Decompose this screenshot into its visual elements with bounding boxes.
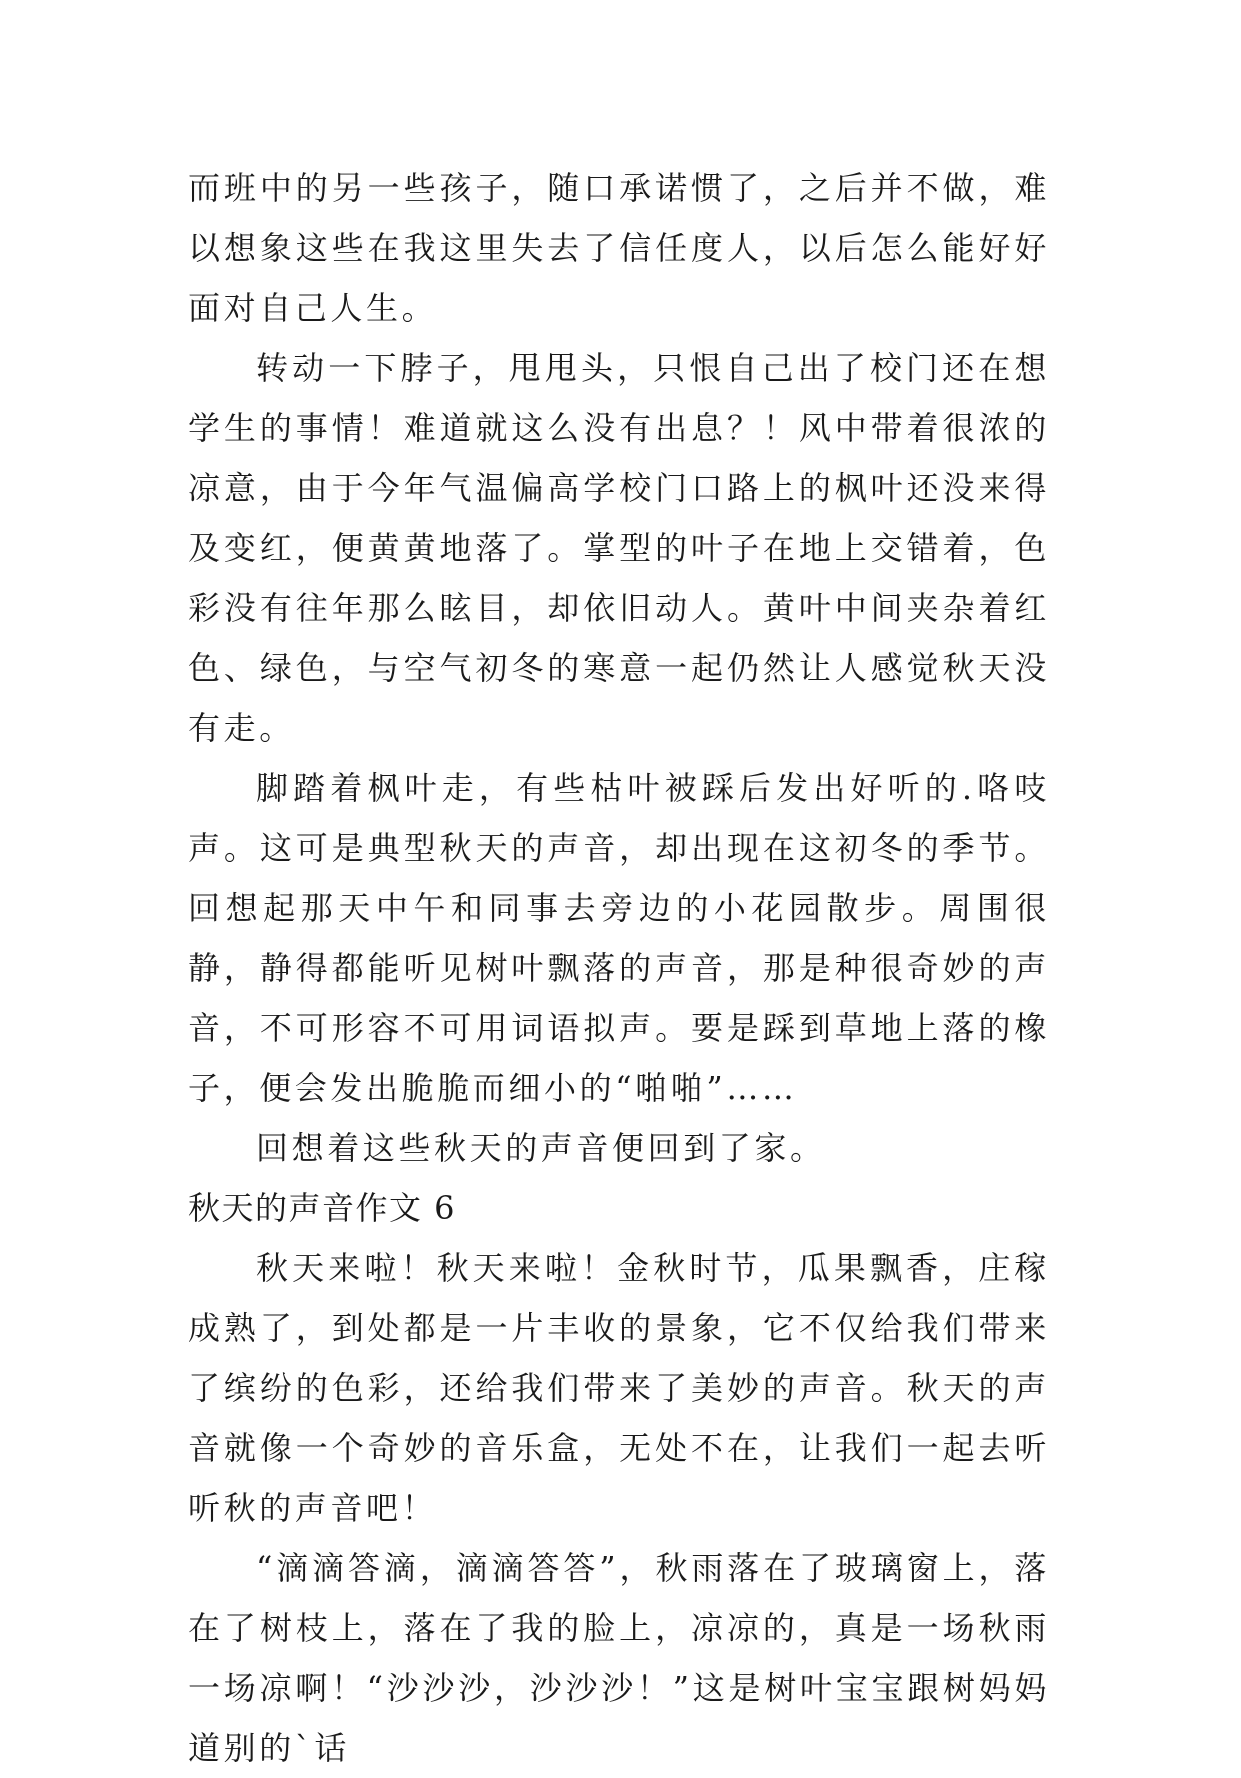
paragraph-5: 秋天来啦！秋天来啦！金秋时节，瓜果飘香，庄稼成熟了，到处都是一片丰收的景象，它不仅给我们带来了缤纷的色彩，还给我们带来了美妙的声音。秋天的声音就像一个奇妙的音乐盒，无处不在，让我们一起去听听秋的声音吧！ [188,1249,1050,1527]
paragraph-3: 脚踏着枫叶走，有些枯叶被踩后发出好听的.咯吱声。这可是典型秋天的声音，却出现在这初冬的季节。回想起那天中午和同事去旁边的小花园散步。周围很静，静得都能听见树叶飘落的声音，那是种很奇妙的声音，不可形容不可用词语拟声。要是踩到草地上落的橡子，便会发出脆脆而细小的“啪啪”…… [188,769,1050,1107]
paragraph-2: 转动一下脖子，甩甩头，只恨自己出了校门还在想学生的事情！难道就这么没有出息？！风中带着很浓的凉意，由于今年气温偏高学校门口路上的枫叶还没来得及变红，便黄黄地落了。掌型的叶子在地上交错着，色彩没有往年那么眩目，却依旧动人。黄叶中间夹杂着红色、绿色，与空气初冬的寒意一起仍然让人感觉秋天没有走。 [188,349,1050,747]
paragraph-6: “滴滴答滴，滴滴答答”，秋雨落在了玻璃窗上，落在了树枝上，落在了我的脸上，凉凉的，真是一场秋雨一场凉啊！“沙沙沙，沙沙沙！”这是树叶宝宝跟树妈妈道别的`话 [188,1549,1050,1767]
paragraph-4: 回想着这些秋天的声音便回到了家。 [256,1129,826,1167]
document-body [188,158,1050,1778]
paragraph-1: 而班中的另一些孩子，随口承诺惯了，之后并不做，难以想象这些在我这里失去了信任度人，以后怎么能好好面对自己人生。 [188,169,1050,327]
section-heading: 秋天的声音作文 6 [188,1189,457,1227]
